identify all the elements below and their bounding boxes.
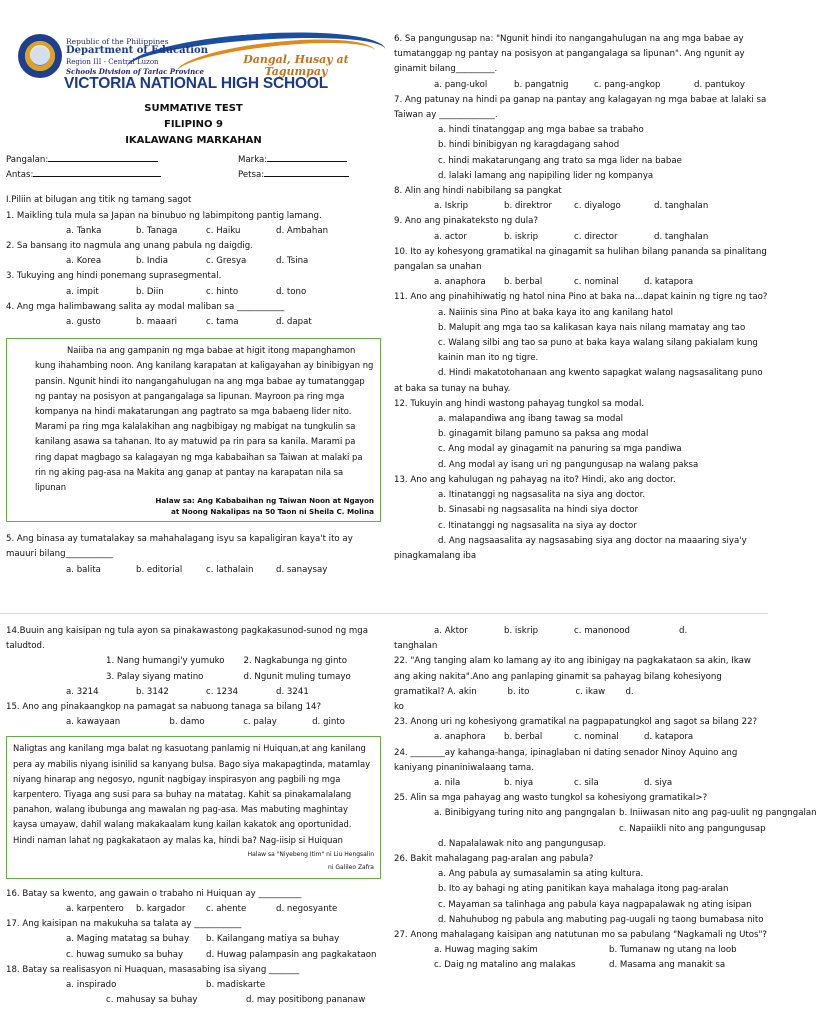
- name-blank[interactable]: [48, 153, 158, 162]
- test-title: SUMMATIVE TEST: [144, 103, 243, 114]
- passage-text: Naiiba na ang gampanin ng mga babae at higit itong mapanghamon kung ihahambing noon. Ang kanilang karapatan at kaligayahan ay binibigyan ng pansin. Ngunit hindi ito nangangahulugan na ang mga babae ay tumatanggap ng pantay na posisyon at pangangalaga sa lipunan. Mayroon pa ring mga kompanya na hindi makatarungan ang pagtrato sa mga babaeng lider nito. Marami pa ring mga kalalakihan ang nagbibigay ng mabigat na tungkulin sa kanilang asawa sa tahanan. Ito ay matuwid pa rin para sa kanila. Marami pa ring dapat magbago sa kalagayan ng mga kababaihan sa Taiwan at malaki pa rin ng aking pag-asa na Makita ang ganap at pantay na karapatan nila sa lipunan: [35, 345, 374, 493]
- question-7: 7. Ang patunay na hindi pa ganap na pantay ang kalagayan ng mga babae at lalaki sa Taiwan ay _____________.: [394, 94, 767, 121]
- section-label: Antas:: [6, 170, 34, 181]
- option[interactable]: b. Tanaga: [136, 225, 178, 236]
- reading-passage-2: [6, 736, 381, 878]
- option[interactable]: a. malapandiwa ang ibang tawag sa modal: [438, 414, 624, 425]
- option[interactable]: d.: [625, 686, 634, 697]
- question-22: 22. "Ang tanging alam ko lamang ay ito ang ibinigay na pagkakataon sa akin, Ikaw ang aking nakita".Ano ang panlaping ginamit sa pahayag bilang kohesiyong gramatikal? A. akin: [394, 656, 751, 697]
- reading-passage-1: [6, 338, 381, 522]
- question-12: 12. Tukuyin ang hindi wastong pahayag tungkol sa modal.: [394, 398, 645, 409]
- option[interactable]: d. tanghalan: [654, 201, 709, 212]
- question-23: 23. Anong uri ng kohesiyong gramatikal na pagpapatungkol ang sagot sa bilang 22?: [394, 717, 758, 728]
- option[interactable]: b. Sinasabi ng nagsasalita na hindi siya doctor: [438, 505, 639, 516]
- option[interactable]: a. impit: [66, 286, 99, 297]
- option[interactable]: c. Itinatanggi ng nagsasalita na siya ay doctor: [438, 520, 637, 531]
- option[interactable]: a. Korea: [66, 256, 102, 267]
- option[interactable]: c. diyalogo: [574, 201, 621, 212]
- question-18: 18. Batay sa realisasyon ni Huaquan, masasabing isa siyang _______: [6, 964, 300, 975]
- option-tail[interactable]: ko: [394, 702, 404, 713]
- question-14: 14.Buuin ang kaisipan ng tula ayon sa pinakawastong pagkakasunod-sunod ng mga taludtod.: [6, 626, 369, 652]
- option[interactable]: d. ginto: [312, 717, 345, 728]
- option[interactable]: a. Aktor: [434, 626, 468, 636]
- school-name: VICTORIA NATIONAL HIGH SCHOOL: [64, 75, 329, 92]
- option[interactable]: c. palay: [243, 717, 277, 728]
- date-label: Petsa:: [238, 170, 265, 181]
- part1-instruction: I.Piliin at bilugan ang titik ng tamang sagot: [6, 195, 192, 206]
- test-titles: [6, 101, 381, 149]
- poem-line: 3. Palay siyang matino: [106, 671, 204, 682]
- question-15-options: [6, 715, 381, 730]
- question-3: 3. Tukuying ang hindi ponemang suprasegmental.: [6, 271, 222, 282]
- option[interactable]: b. Diin: [136, 286, 164, 297]
- option[interactable]: c. ahente: [206, 904, 247, 915]
- option[interactable]: c. Gresya: [206, 256, 247, 267]
- option[interactable]: c. 1234: [206, 686, 239, 697]
- option[interactable]: d. katapora: [644, 277, 694, 288]
- form-row-1: [6, 153, 381, 168]
- option[interactable]: b. India: [136, 256, 169, 267]
- question-27: 27. Anong mahalagang kaisipan ang natutunan mo sa pabulang "Nagkamali ng Utos"?: [394, 930, 767, 941]
- question-18-options-2: [6, 993, 381, 1008]
- option[interactable]: d. sanaysay: [276, 564, 328, 575]
- question-16: 16. Batay sa kwento, ang gawain o trabaho ni Huiquan ay __________: [6, 888, 302, 899]
- option[interactable]: b. hindi binibigyan ng karagdagang sahod: [438, 140, 620, 151]
- option[interactable]: c. Haiku: [206, 225, 241, 236]
- question-25-options-1: [394, 806, 817, 821]
- option[interactable]: d. Nahuhubog ng pabula ang mabuting pag-uugali ng taong bumabasa nito: [438, 914, 764, 925]
- republic-text: Republic of the Philippines: [66, 37, 169, 46]
- subject-title: FILIPINO 9: [163, 119, 223, 130]
- option[interactable]: b. direktror: [504, 201, 552, 212]
- option[interactable]: c. huwag sumuko sa buhay: [66, 949, 184, 960]
- option[interactable]: a. 3214: [66, 686, 99, 697]
- grade-blank[interactable]: [267, 153, 347, 162]
- passage-credit-2: at Noong Nakalipas na 50 Taon ni Sheila C. Molina: [170, 507, 374, 517]
- option[interactable]: a. Iskrip: [434, 201, 469, 212]
- option[interactable]: d. katapora: [644, 732, 694, 743]
- option[interactable]: c. sila: [574, 778, 599, 789]
- option[interactable]: d. negosyante: [276, 904, 338, 915]
- option[interactable]: a. pang-ukol: [434, 79, 488, 90]
- option[interactable]: c. Daig ng matalino ang malakas: [434, 960, 576, 971]
- question-18-options-1: [6, 978, 381, 993]
- option[interactable]: c. lathalain: [206, 564, 254, 575]
- question-3-options: [6, 285, 381, 300]
- question-4-options: [6, 315, 381, 330]
- option[interactable]: b. iskrip: [504, 626, 539, 636]
- option[interactable]: c. ikaw: [575, 686, 606, 697]
- option[interactable]: b. pangatnig: [514, 79, 569, 90]
- date-blank[interactable]: [264, 168, 349, 177]
- option[interactable]: a. actor: [434, 231, 467, 242]
- question-11: 11. Ano ang pinahihiwatig ng hatol nina Pino at baka na...dapat kainin ng tigre ng tao?: [394, 292, 768, 303]
- question-10: 10. Ito ay kohesyong gramatikal na ginagamit sa hulihan bilang pananda sa pinalitang pangalan sa unahan: [394, 246, 767, 273]
- deped-seal-icon: [18, 34, 62, 78]
- option[interactable]: b. kargador: [136, 904, 186, 915]
- question-9-options: [394, 230, 769, 245]
- option[interactable]: c. mahusay sa buhay: [106, 995, 198, 1006]
- option[interactable]: b. berbal: [504, 277, 543, 288]
- question-17-options-1: [6, 932, 381, 947]
- option[interactable]: a. balita: [66, 564, 101, 575]
- option[interactable]: c. Ang modal ay ginagamit na panuring sa mga pandiwa: [438, 444, 682, 455]
- school-motto: Dangal, Husay at Tagumpay: [243, 53, 349, 78]
- option[interactable]: d. may positibong pananaw: [246, 995, 366, 1006]
- option[interactable]: b. ginagamit bilang pamuno sa paksa ang modal: [438, 429, 649, 440]
- option[interactable]: b. 3142: [136, 686, 169, 697]
- question-6-options: [394, 78, 769, 93]
- option[interactable]: d. Ang nagsaasalita ay nagsasabing siya ang doctor na maaaring siya'y pinagkamalang iba: [394, 535, 747, 561]
- option[interactable]: d. tanghalan: [654, 231, 709, 242]
- question-8: 8. Alin ang hindi nabibilang sa pangkat: [394, 186, 562, 197]
- option[interactable]: c. manonood: [574, 626, 630, 636]
- option-tail[interactable]: tanghalan: [394, 641, 438, 652]
- option[interactable]: d.: [679, 626, 688, 636]
- option[interactable]: c. nominal: [574, 732, 619, 743]
- option[interactable]: d. pantukoy: [694, 79, 745, 90]
- division-text: Schools Division of Tarlac Province: [66, 67, 204, 76]
- passage-credit-2: ni Galileo Zafra: [327, 863, 374, 871]
- option[interactable]: b. Ito ay bahagi ng ating panitikan kaya mahalaga itong pag-aralan: [438, 884, 729, 895]
- option[interactable]: c. director: [574, 231, 618, 242]
- option[interactable]: b. iskrip: [504, 231, 539, 242]
- passage-credit-1: Halaw sa "Niyebeng Itim" ni Liu Hengsalin: [247, 850, 374, 858]
- option[interactable]: b. Kailangang matiya sa buhay: [206, 934, 340, 945]
- question-14-options: [6, 685, 381, 700]
- option[interactable]: d. Ang modal ay isang uri ng pangungusap na walang paksa: [438, 459, 699, 470]
- option[interactable]: b. editorial: [136, 564, 183, 575]
- question-17: 17. Ang kaisipan na makukuha sa talata ay ___________: [6, 919, 242, 930]
- grade-label: Marka:: [238, 155, 268, 165]
- option[interactable]: d. Napalalawak nito ang pangungusap.: [438, 838, 607, 849]
- question-10-options: [394, 275, 769, 290]
- option[interactable]: c. tama: [206, 317, 239, 328]
- region-text: Region III - Central Luzon: [66, 58, 159, 66]
- option[interactable]: a. Ang pabula ay sumasalamin sa ating kultura.: [438, 869, 644, 880]
- school-header: [6, 32, 381, 103]
- poem-line: 2. Nagkabunga ng ginto: [243, 656, 348, 667]
- option[interactable]: b. ito: [507, 686, 530, 697]
- option[interactable]: d. Hindi makatotohanaan ang kwento sapagkat walang nagsasalitang puno at baka sa tunay na buhay.: [394, 368, 763, 394]
- poem-line: 1. Nang humangi'y yumuko: [106, 656, 225, 667]
- option[interactable]: c. hindi makatarungang ang trato sa mga lider na babae: [438, 155, 682, 166]
- question-26: 26. Bakit mahalagang pag-aralan ang pabula?: [394, 854, 594, 865]
- question-27-options-1: [394, 943, 769, 958]
- bottom-left-column: [6, 624, 381, 1008]
- option[interactable]: b. madiskarte: [206, 980, 266, 991]
- option[interactable]: c. hinto: [206, 286, 239, 297]
- page-divider: [0, 613, 768, 614]
- option[interactable]: d. siya: [644, 778, 673, 789]
- option[interactable]: a. anaphora: [434, 277, 486, 288]
- option[interactable]: a. karpentero: [66, 904, 124, 915]
- top-left-column: [6, 32, 381, 578]
- option[interactable]: c. Walang silbi ang tao sa puno at baka kaya walang silang pakialam kung kainin man ito ng tigre.: [438, 338, 758, 364]
- passage-credit-1: Halaw sa: Ang Kababaihan ng Taiwan Noon at Ngayon: [155, 496, 374, 506]
- option[interactable]: a. Tanka: [66, 225, 102, 236]
- form-row-2: [6, 168, 381, 183]
- question-25-options-2: [394, 822, 769, 837]
- option[interactable]: a. Itinatanggi ng nagsasalita na siya ang doctor.: [438, 490, 646, 501]
- question-17-options-2: [6, 948, 381, 963]
- question-5-options: [6, 563, 381, 578]
- option[interactable]: b. niya: [504, 778, 534, 789]
- question-25: 25. Alin sa mga pahayag ang wasto tungkol sa kohesiyong gramatikal>?: [394, 793, 708, 804]
- question-24-options: [394, 776, 769, 791]
- option[interactable]: c. pang-angkop: [594, 79, 661, 90]
- quarter-title: IKALAWANG MARKAHAN: [125, 135, 262, 146]
- option[interactable]: a. inspirado: [66, 980, 117, 991]
- option[interactable]: d. Huwag palampasin ang pagkakataon: [206, 949, 377, 960]
- bottom-right-column: [394, 624, 817, 974]
- top-right-column: [394, 32, 769, 564]
- option[interactable]: a. Maging matatag sa buhay: [66, 934, 190, 945]
- option[interactable]: d. Ambahan: [276, 225, 329, 236]
- option[interactable]: b. Iniiwasan nito ang pag-uulit ng pangngalan: [619, 808, 817, 819]
- option[interactable]: b. Malupit ang mga tao sa kalikasan kaya nais nilang mamatay ang tao: [438, 322, 746, 333]
- option[interactable]: d. lalaki lamang ang napipiling lider ng kompanya: [438, 170, 654, 181]
- option[interactable]: a. gusto: [66, 317, 101, 328]
- option[interactable]: a. nila: [434, 778, 461, 789]
- option[interactable]: d. tono: [276, 286, 307, 297]
- option[interactable]: a. Naiinis sina Pino at baka kaya ito ang kanilang hatol: [438, 307, 674, 318]
- deped-text: Department of Education: [66, 45, 208, 56]
- option-cont: [394, 822, 619, 837]
- option[interactable]: a. kawayaan: [66, 717, 121, 728]
- option[interactable]: a. anaphora: [434, 732, 486, 743]
- option[interactable]: c. nominal: [574, 277, 619, 288]
- question-2-options: [6, 254, 381, 269]
- option[interactable]: a. Huwag maging sakim: [434, 945, 538, 956]
- option[interactable]: b. Tumanaw ng utang na loob: [609, 945, 737, 956]
- question-2: 2. Sa bansang ito nagmula ang unang pabula ng daigdig.: [6, 241, 253, 252]
- option[interactable]: d. Masama ang manakit sa: [609, 960, 726, 971]
- passage-text: Naligtas ang kanilang mga balat ng kasuotang panlamig ni Huiquan,at ang kanilang pera ay mabilis niyang isinilid sa kanyang bulsa. Bago siya makapagtinda, matamlay niyang hinarap ang negosyo, ngunit nagbigay inspirasyon ang pagbili ng mga karpentero. Tiyaga ang susi para sa buhay na matatag. Kahit sa pinakamalalang panahon, walang ibubunga ang mawalan ng pag-asa. Mas mabuting maghintay kaysa umayaw, dahil walang makakaalam kung kailan kakatok ang oportunidad. Hindi naman lahat ng pagkakataon ay malas ka, hindi ba? Nag-iisip si Huiquan: [13, 743, 371, 845]
- section-blank[interactable]: [33, 168, 161, 177]
- option[interactable]: d. dapat: [276, 317, 312, 328]
- question-23-options: [394, 730, 769, 745]
- question-16-options: [6, 902, 381, 917]
- option[interactable]: b. berbal: [504, 732, 543, 743]
- question-8-options: [394, 199, 769, 214]
- option[interactable]: b. damo: [169, 717, 205, 728]
- option[interactable]: a. hindi tinatanggap ang mga babae sa trabaho: [438, 125, 644, 136]
- option[interactable]: b. maaari: [136, 317, 178, 328]
- question-9: 9. Ano ang pinakateksto ng dula?: [394, 216, 539, 227]
- question-21-options: [394, 624, 769, 639]
- option[interactable]: d. 3241: [276, 686, 309, 697]
- question-15: 15. Ano ang pinakaangkop na pamagat sa nabuong tanaga sa bilang 14?: [6, 702, 322, 713]
- question-27-options-2: [394, 958, 769, 973]
- question-13: 13. Ano ang kahulugan ng pahayag na ito? Hindi, ako ang doctor.: [394, 474, 676, 485]
- poem-lines-1: [6, 654, 381, 669]
- name-label: Pangalan:: [6, 155, 49, 165]
- poem-line: d. Ngunit muling tumayo: [243, 671, 351, 682]
- question-1: 1. Maikling tula mula sa Japan na binubuo ng labimpitong pantig lamang.: [6, 210, 322, 221]
- question-1-options: [6, 224, 381, 239]
- option[interactable]: a. Binibigyang turing nito ang pangngalan: [434, 808, 616, 819]
- option[interactable]: c. Napaiikli nito ang pangungusap: [619, 823, 766, 834]
- question-24: 24. ________ay kahanga-hanga, ipinaglaban ni dating senador Ninoy Aquino ang kaniyang pinaniniwalaang tama.: [394, 747, 738, 773]
- question-5: 5. Ang binasa ay tumatalakay sa mahahalagang isyu sa kapaligiran kaya't ito ay mauuri bilang___________: [6, 534, 353, 560]
- question-6: 6. Sa pangungusap na: "Ngunit hindi ito nangangahulugan na ang mga babae ay tumatanggap ng pantay na posisyon at pangangalaga sa lipunan". Ang ngunit ay ginamit bilang_________.: [394, 34, 745, 75]
- poem-lines-2: [6, 670, 381, 685]
- option[interactable]: c. Mayaman sa talinhaga ang pabula kaya nagpapalawak ng ating isipan: [438, 899, 752, 910]
- option[interactable]: d. Tsina: [276, 256, 309, 267]
- question-4: 4. Ang mga halimbawang salita ay modal maliban sa ___________: [6, 301, 285, 312]
